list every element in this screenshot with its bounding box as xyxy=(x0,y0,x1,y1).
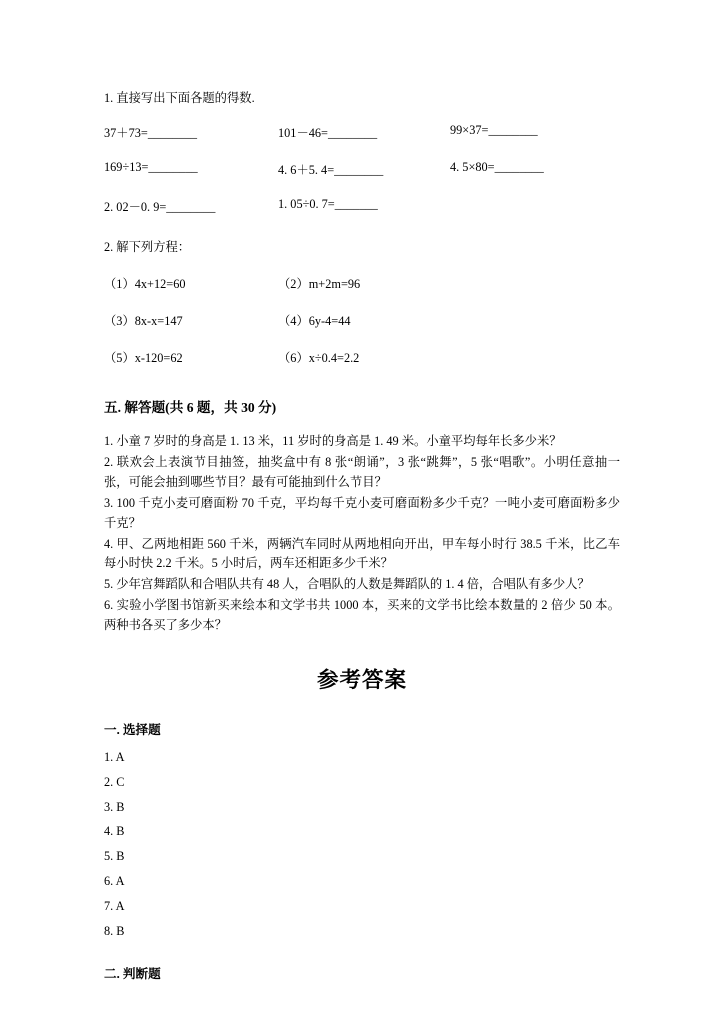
oral-calc-item xyxy=(450,197,610,215)
oral-calc-block xyxy=(104,123,620,215)
answer-item: 3. B xyxy=(104,799,125,814)
answer-item: 7. A xyxy=(104,898,125,913)
equation-item: （4）6y-4=44 xyxy=(278,314,351,328)
oral-calc-item: 2. 02－0. 9=________ xyxy=(104,200,216,214)
question-item: 6. 实验小学图书馆新买来绘本和文学书共 1000 本，买来的文学书比绘本数量的 2 倍少 50 本。两种书各买了多少本？ xyxy=(104,598,620,633)
answer-item: 6. A xyxy=(104,874,125,889)
question-item: 4. 甲、乙两地相距 560 千米，两辆汽车同时从两地相向开出，甲车每小时行 38.5 千米，比乙车每小时快 2.2 千米。5 小时后，两车还相距多少千米？ xyxy=(104,536,620,571)
equation-item: （2）m+2m=96 xyxy=(278,277,361,291)
equation-item: （5）x-120=62 xyxy=(104,351,183,365)
answer-item: 1. A xyxy=(104,750,125,765)
oral-calc-item: 4. 5×80=________ xyxy=(450,160,544,174)
equation-row xyxy=(104,274,620,292)
answer-questions-heading: 五. 解答题(共 6 题，共 30 分) xyxy=(104,400,277,415)
equation-row xyxy=(104,311,620,329)
equation-block xyxy=(104,274,620,366)
question-item: 1. 小童 7 岁时的身高是 1. 13 米，11 岁时的身高是 1. 49 米。小童平均每年长多少米？ xyxy=(104,434,562,448)
oral-calc-item: 101－46=________ xyxy=(278,126,378,140)
oral-calc-row xyxy=(104,197,620,215)
question-item: 2. 联欢会上表演节目抽签，抽奖盒中有 8 张“朗诵”，3 张“跳舞”，5 张“唱歌”。小明任意抽一张，可能会抽到哪些节目？最有可能抽到什么节目？ xyxy=(104,454,620,489)
oral-calc-row xyxy=(104,123,620,141)
oral-calc-heading: 1. 直接写出下面各题的得数. xyxy=(104,91,255,105)
answer-questions-list xyxy=(104,432,620,636)
answer-item: 4. B xyxy=(104,824,125,839)
oral-calc-item: 37＋73=________ xyxy=(104,126,198,140)
choice-section-title: 一. 选择题 xyxy=(104,723,161,738)
equation-item: （1）4x+12=60 xyxy=(104,277,186,291)
judge-section-title: 二. 判断题 xyxy=(104,966,161,981)
answer-item: 5. B xyxy=(104,849,125,864)
oral-calc-item: 99×37=________ xyxy=(450,123,538,137)
equation-item: （3）8x-x=147 xyxy=(104,314,183,328)
equation-item: （6）x÷0.4=2.2 xyxy=(278,351,360,365)
choice-answer-list xyxy=(104,751,620,937)
oral-calc-row xyxy=(104,160,620,178)
equation-row xyxy=(104,348,620,366)
question-item: 3. 100 千克小麦可磨面粉 70 千克，平均每千克小麦可磨面粉多少千克？一吨小麦可磨面粉多少千克？ xyxy=(104,495,620,530)
question-item: 5. 少年宫舞蹈队和合唱队共有 48 人，合唱队的人数是舞蹈队的 1. 4 倍，合唱队有多少人？ xyxy=(104,577,590,592)
oral-calc-item: 169÷13=________ xyxy=(104,160,198,174)
oral-calc-item: 1. 05÷0. 7=_______ xyxy=(278,197,378,211)
oral-calc-item: 4. 6＋5. 4=________ xyxy=(278,163,384,177)
answer-item: 2. C xyxy=(104,774,125,789)
answer-key-title: 参考答案 xyxy=(316,668,407,693)
equation-heading: 2. 解下列方程： xyxy=(104,240,191,254)
answer-item: 8. B xyxy=(104,923,125,938)
